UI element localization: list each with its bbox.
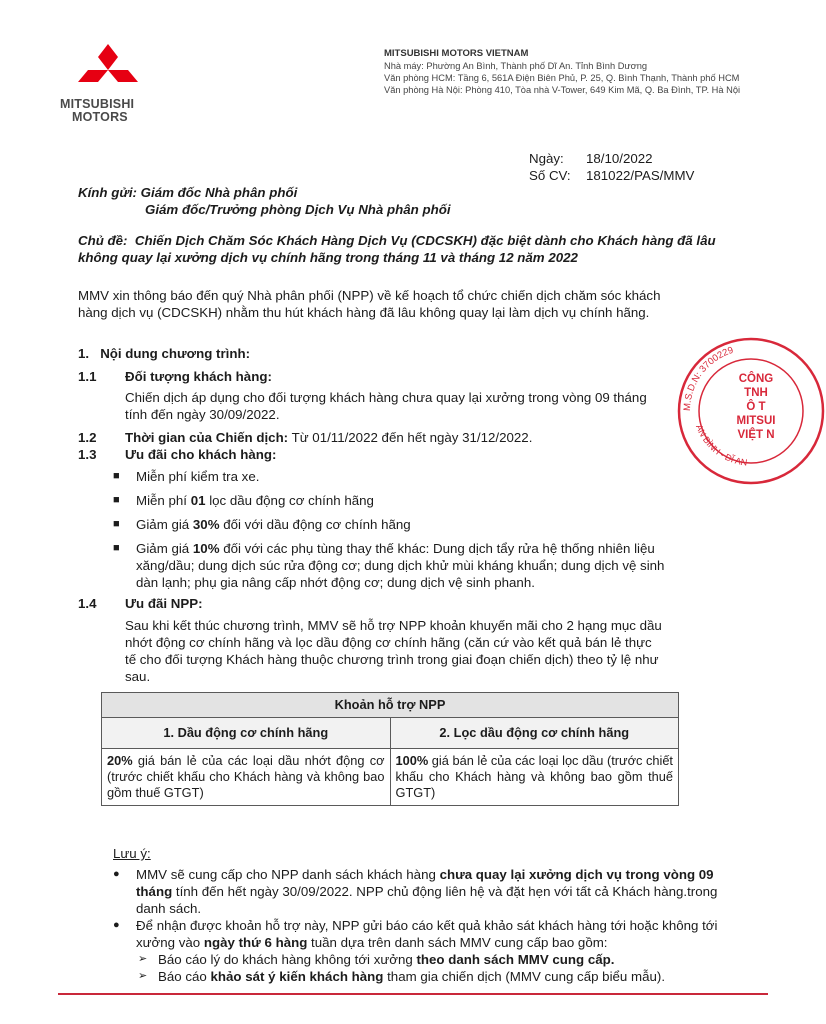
list-item: ● Để nhận được khoản hỗ trợ này, NPP gửi báo cáo kết quả khảo sát khách hàng tới hoặc không tới xưởng vào ngày thứ 6 hàng tuần dựa trên danh sách MMV cung cấp bao gồm: (113, 918, 718, 950)
section-1-1-line1: Chiến dịch áp dụng cho đối tượng khách hàng chưa quay lại xưởng trong vòng 09 tháng (125, 390, 647, 405)
recipient-line1: Kính gửi: Giám đốc Nhà phân phối (78, 185, 298, 200)
section-1-4-line1: Sau khi kết thúc chương trình, MMV sẽ hỗ trợ NPP khoản khuyến mãi cho 2 hạng mục dầu (125, 618, 662, 633)
table-column-header: 1. Dầu động cơ chính hãng (102, 718, 391, 749)
brand-name-line2: MOTORS (72, 110, 128, 124)
section-number: 1. (78, 346, 90, 361)
table-title: Khoản hỗ trợ NPP (102, 693, 679, 718)
date-label: Ngày: (529, 151, 564, 166)
table-cell: 20% giá bán lẻ của các loại dầu nhớt động cơ (trước chiết khấu cho Khách hàng và không bao gồm thuế GTGT) (102, 749, 391, 806)
section-1-4-line4: sau. (125, 669, 151, 684)
date-value: 18/10/2022 (586, 151, 653, 166)
list-item: ■ Giảm giá 10% đối với các phụ tùng thay thế khác: Dung dịch tẩy rửa hệ thống nhiên liệu xăng/dầu; dung dịch súc rửa động cơ; dung dịch khử mùi kháng khuẩn; dung dịch vệ sinh dàn lạnh; phụ gia nâng cấp nhớt động cơ; dung dịch vệ sinh phanh. (113, 541, 665, 590)
list-item: ● MMV sẽ cung cấp cho NPP danh sách khách hàng chưa quay lại xưởng dịch vụ trong vòng 09 tháng tính đến hết ngày 30/09/2022. NPP chủ động liên hệ và đặt hẹn với tất cả Khách hàng.trong danh sách. (113, 867, 718, 916)
section-1-2-heading (78, 429, 533, 446)
list-item: ■ Miễn phí kiểm tra xe. (113, 469, 260, 484)
company-address-line: Nhà máy: Phường An Bình, Thành phố Dĩ An. Tỉnh Bình Dương (384, 61, 648, 71)
table-cell: 100% giá bán lẻ của các loại lọc dầu (trước chiết khấu cho Khách hàng và không bao gồm thuế GTGT) (390, 749, 679, 806)
list-item: ■ Miễn phí 01 lọc dầu động cơ chính hãng (113, 493, 374, 508)
three-diamonds-icon (72, 44, 144, 94)
section-1-heading (78, 345, 250, 362)
svg-text:MITSUI: MITSUI (736, 415, 776, 427)
customer-benefits-list (113, 468, 713, 598)
brand-name-line1: MITSUBISHI (60, 97, 135, 111)
doc-number-label: Số CV: (529, 168, 571, 183)
notes-list (113, 866, 723, 985)
recipient-line2: Giám đốc/Trưởng phòng Dịch Vụ Nhà phân phối (145, 202, 451, 217)
section-number: 1.1 (78, 369, 97, 384)
company-address-line: Văn phòng Hà Nội: Phòng 410, Tòa nhà V-Tower, 649 Kim Mã, Q. Ba Đình, TP. Hà Nội (384, 85, 741, 95)
subject-label: Chủ đề: (78, 233, 128, 248)
subject-line2: không quay lại xưởng dịch vụ chính hãng trong tháng 11 và tháng 12 năm 2022 (78, 250, 578, 265)
sub-list-item: ➢ Báo cáo khảo sát ý kiến khách hàng tham gia chiến dịch (MMV cung cấp biểu mẫu). (138, 969, 666, 984)
section-title: Thời gian của Chiến dịch: (125, 430, 289, 445)
intro-line2: hàng dịch vụ (CDCSKH) nhằm thu hút khách hàng đã lâu không quay lại làm dịch vụ chính hãng. (78, 305, 650, 320)
section-title: Nội dung chương trình: (100, 346, 250, 361)
section-number: 1.4 (78, 596, 97, 611)
campaign-period: Từ 01/11/2022 đến hết ngày 31/12/2022. (288, 430, 533, 445)
footer-divider (58, 993, 768, 995)
brand-logo (60, 44, 160, 124)
seal-icon (676, 336, 826, 486)
svg-text:TNH: TNH (744, 387, 768, 399)
svg-text:AN BÌNH - DĨ AN: AN BÌNH - DĨ AN (694, 423, 748, 468)
npp-support-table (101, 692, 679, 806)
company-address-line: Văn phòng HCM: Tầng 6, 561A Điện Biên Phủ, P. 25, Q. Bình Thạnh, Thành phố HCM (384, 73, 740, 83)
section-title: Ưu đãi cho khách hàng: (125, 447, 277, 462)
company-name: MITSUBISHI MOTORS VIETNAM (384, 48, 529, 59)
svg-text:CÔNG: CÔNG (738, 373, 774, 385)
list-item: ■ Giảm giá 30% đối với dầu động cơ chính hãng (113, 517, 411, 532)
section-1-1-heading (78, 368, 272, 385)
section-title: Ưu đãi NPP: (125, 596, 203, 611)
section-1-4-heading (78, 595, 203, 612)
section-1-1-line2: tính đến ngày 30/09/2022. (125, 407, 280, 422)
svg-text:Ô T: Ô T (746, 401, 766, 413)
document-meta (529, 150, 694, 184)
section-number: 1.3 (78, 447, 97, 462)
subject-text: Chiến Dịch Chăm Sóc Khách Hàng Dịch Vụ (CDCSKH) đặc biệt dành cho Khách hàng đã lâu (134, 233, 716, 248)
svg-text:M.S.D.N: 3700229: M.S.D.N: 3700229 (681, 344, 735, 412)
section-1-4-line2: nhớt động cơ chính hãng và lọc dầu động cơ chính hãng (căn cứ vào kết quả bán lẻ thực (125, 635, 652, 650)
section-title: Đối tượng khách hàng: (125, 369, 272, 384)
section-1-3-heading (78, 446, 277, 463)
arrow-icon: ➢ (138, 970, 148, 982)
svg-text:VIỆT N: VIỆT N (737, 429, 775, 441)
table-column-header: 2. Lọc dầu động cơ chính hãng (390, 718, 679, 749)
company-seal (676, 336, 776, 486)
doc-number-value: 181022/PAS/MMV (586, 168, 695, 183)
section-number: 1.2 (78, 430, 97, 445)
notes-title: Lưu ý: (113, 846, 151, 861)
intro-line1: MMV xin thông báo đến quý Nhà phân phối (NPP) về kế hoạch tổ chức chiến dịch chăm sóc khách (78, 288, 661, 303)
arrow-icon: ➢ (138, 953, 148, 965)
subject-line1 (78, 232, 716, 249)
company-address-block (384, 48, 740, 96)
section-1-4-line3: tế cho đối tượng Khách hàng thuộc chương trình trong giai đoạn chiến dịch) theo tỷ lệ như (125, 652, 659, 667)
sub-list-item: ➢ Báo cáo lý do khách hàng không tới xưởng theo danh sách MMV cung cấp. (138, 952, 615, 967)
